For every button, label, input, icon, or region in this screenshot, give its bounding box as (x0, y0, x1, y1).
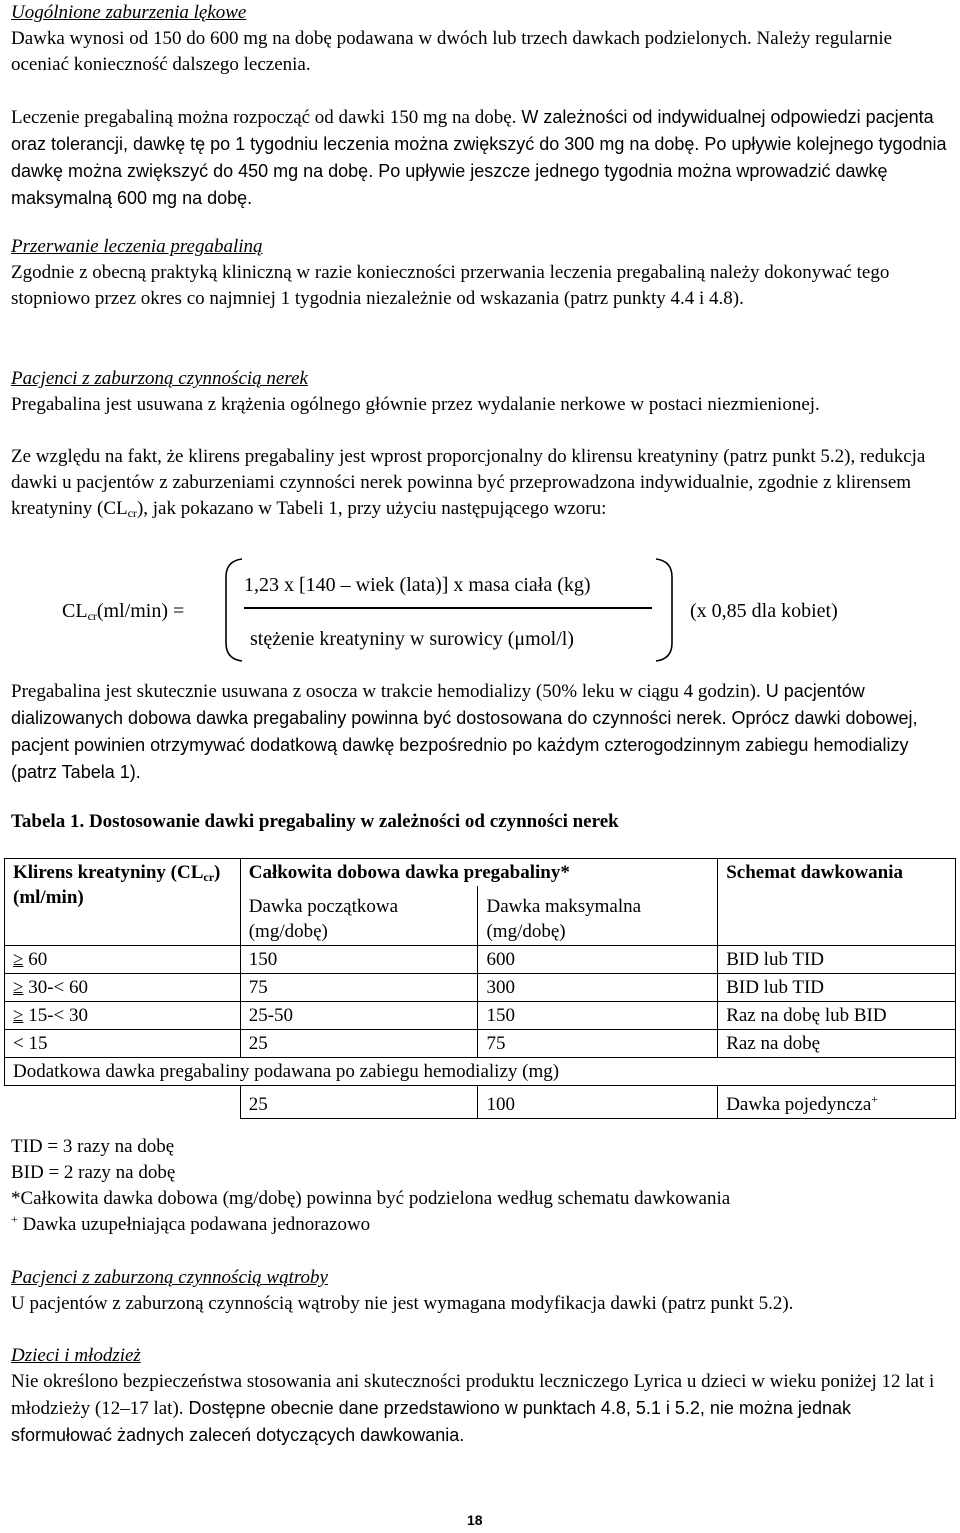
header-start-dose: Dawka początkowa (mg/dobę) (240, 886, 478, 946)
subscript-cr: cr (127, 506, 137, 520)
paragraph-discontinuation: Zgodnie z obecną praktyką kliniczną w razie konieczności przerwania leczenia pregabaliną należy dokonywać tego stopniowo przez okres co najmniej 1 tygodnia niezależnie od wskazania (patrz punkty 4.4 i 4.8). (11, 262, 890, 309)
cell-max: 150 (478, 1002, 718, 1030)
table-row-dialysis (5, 1086, 956, 1119)
cell-schedule: BID lub TID (718, 974, 956, 1002)
formula-unit: (ml/min) = (96, 600, 185, 622)
table-row (5, 1002, 956, 1030)
text-serif: Leczenie pregabaliną można rozpocząć od dawki 150 mg na dobę. (11, 107, 517, 128)
cell-max: 300 (478, 974, 718, 1002)
cell-clearance-value: < 15 (13, 1033, 48, 1054)
cell-max: 75 (478, 1030, 718, 1058)
cell-start: 25 (240, 1030, 478, 1058)
text-part: Ze względu na fakt, że klirens pregabaliny jest wprost proporcjonalny do klirensu kreatyniny (patrz punkt 5.2), redukcja dawki u pacjentów z zaburzeniami czynności nerek powinna być przeprowadzona indywidualnie, zgodnie z klirensem kreatyniny (CL (11, 446, 926, 519)
cell-start: 25-50 (240, 1002, 478, 1030)
text-sans: W zależności od indywidualnej odpowiedzi pacjenta oraz tolerancji, dawkę tę po 1 tygodniu leczenia można zwiększyć do 300 mg na dobę. Po upływie kolejnego tygodnia dawkę można zwiększyć do 450 mg na dobę. (11, 107, 947, 181)
table-row-dialysis-label (5, 1058, 956, 1086)
paragraph-hemodialysis (11, 678, 949, 786)
header-clearance-b: ) (ml/min) (13, 862, 221, 908)
formula-lhs (62, 598, 184, 624)
header-total-dose: Całkowita dobowa dawka pregabaliny* (240, 859, 717, 887)
note-star: *Całkowita dawka dobowa (mg/dobę) powinna być podzielona według schematu dawkowania (11, 1188, 731, 1209)
cell-clearance-value: 30-< 60 (23, 977, 88, 998)
text-part-2: ), jak pokazano w Tabeli 1, przy użyciu następującego wzoru: (136, 498, 607, 519)
table-row (5, 1030, 956, 1058)
ge-sign: ≥ (13, 977, 24, 998)
right-bracket (654, 557, 676, 663)
paragraph-renal-2 (11, 444, 949, 522)
dialysis-schedule-text: Dawka pojedyncza (726, 1094, 872, 1115)
table-row (5, 974, 956, 1002)
dose-table (4, 858, 956, 1119)
note-plus-text: Dawka uzupełniająca podawana jednorazowo (17, 1214, 371, 1235)
header-clearance-a: Klirens kreatyniny (CL (13, 862, 204, 883)
plus-sup: + (11, 1212, 18, 1226)
cell-schedule: Raz na dobę lub BID (718, 1002, 956, 1030)
table-caption: Tabela 1. Dostosowanie dawki pregabaliny w zależności od czynności nerek (11, 811, 619, 832)
header-clearance (5, 859, 241, 946)
text-sans: U pacjentów dializowanych dobowa dawka pregabaliny powinna być dostosowana do czynności nerek. Oprócz dawki dobowej, pacjent powinien otrzymywać dodatkową dawkę bezpośrednio po każdym czterogodzinnym zabiegu hemodializy (patrz Tabela 1). (11, 681, 918, 782)
heading-generalized-anxiety: Uogólnione zaburzenia lękowe (11, 2, 247, 23)
cell-dialysis-label: Dodatkowa dawka pregabaliny podawana po zabiegu hemodializy (mg) (5, 1058, 956, 1086)
cell-empty (5, 1086, 241, 1119)
cell-clearance-value: 60 (23, 949, 48, 970)
ge-sign: ≥ (13, 1005, 24, 1026)
cell-schedule: BID lub TID (718, 946, 956, 974)
cell-clearance (5, 1002, 241, 1030)
cell-dialysis-start: 25 (240, 1086, 478, 1119)
text-sans: Dostępne obecnie dane przedstawiono w punktach 4.8, 5.1 i 5.2, nie można jednak sformułować żadnych zaleceń dotyczących dawkowania. (11, 1398, 851, 1445)
note-plus (11, 1212, 949, 1238)
header-max-dose: Dawka maksymalna (mg/dobę) (478, 886, 718, 946)
paragraph-dose-titration (11, 104, 949, 212)
cell-start: 75 (240, 974, 478, 1002)
cell-clearance (5, 946, 241, 974)
formula-female-factor: (x 0,85 dla kobiet) (690, 600, 838, 622)
text-sans-2: Po upływie jeszcze jednego tygodnia można wprowadzić dawkę maksymalną 600 mg na dobę. (11, 161, 888, 208)
ge-sign: ≥ (13, 949, 24, 970)
formula-numerator: 1,23 x [140 – wiek (lata)] x masa ciała (kg) (244, 574, 591, 596)
paragraph-dose-range: Dawka wynosi od 150 do 600 mg na dobę podawana w dwóch lub trzech dawkach podzielonych. Należy regularnie oceniać konieczność dalszego leczenia. (11, 28, 893, 75)
fraction-line (244, 607, 652, 609)
text-part: Pregabalina jest skutecznie usuwana z osocza w trakcie hemodializy (50% leku w ciągu 4 godzin). (11, 681, 761, 702)
cell-clearance (5, 974, 241, 1002)
paragraph-pediatric (11, 1369, 949, 1449)
heading-renal-impairment: Pacjenci z zaburzoną czynnością nerek (11, 368, 308, 389)
cell-max: 600 (478, 946, 718, 974)
table-row (5, 946, 956, 974)
plus-sup: + (871, 1092, 879, 1106)
formula-cr-sub: cr (87, 609, 97, 623)
cell-clearance-value: 15-< 30 (23, 1005, 88, 1026)
left-bracket (222, 557, 244, 663)
page-number: 18 (467, 1512, 483, 1528)
formula-cl: CL (62, 600, 88, 622)
heading-discontinuation: Przerwanie leczenia pregabaliną (11, 236, 263, 257)
cell-start: 150 (240, 946, 478, 974)
paragraph-hepatic: U pacjentów z zaburzoną czynnością wątroby nie jest wymagana modyfikacja dawki (patrz punkt 5.2). (11, 1293, 794, 1314)
note-bid: BID = 2 razy na dobę (11, 1162, 176, 1183)
header-clearance-sub: cr (203, 870, 215, 884)
formula-denominator: stężenie kreatyniny w surowicy (μmol/l) (250, 628, 574, 650)
heading-hepatic-impairment: Pacjenci z zaburzoną czynnością wątroby (11, 1267, 328, 1288)
paragraph-renal-1: Pregabalina jest usuwana z krążenia ogólnego głównie przez wydalanie nerkowe w postaci niezmienionej. (11, 394, 820, 415)
text-part: Nie określono bezpieczeństwa stosowania ani skuteczności produktu leczniczego Lyrica u dzieci w wieku poniżej 12 lat i młodzieży (12–17 lat). (11, 1371, 935, 1419)
cell-dialysis-schedule (718, 1086, 956, 1119)
cell-dialysis-max: 100 (478, 1086, 718, 1119)
note-tid: TID = 3 razy na dobę (11, 1136, 175, 1157)
table-header-row (5, 859, 956, 887)
heading-pediatric: Dzieci i młodzież (11, 1345, 141, 1366)
cell-schedule: Raz na dobę (718, 1030, 956, 1058)
header-schedule: Schemat dawkowania (718, 859, 956, 946)
cell-clearance (5, 1030, 241, 1058)
